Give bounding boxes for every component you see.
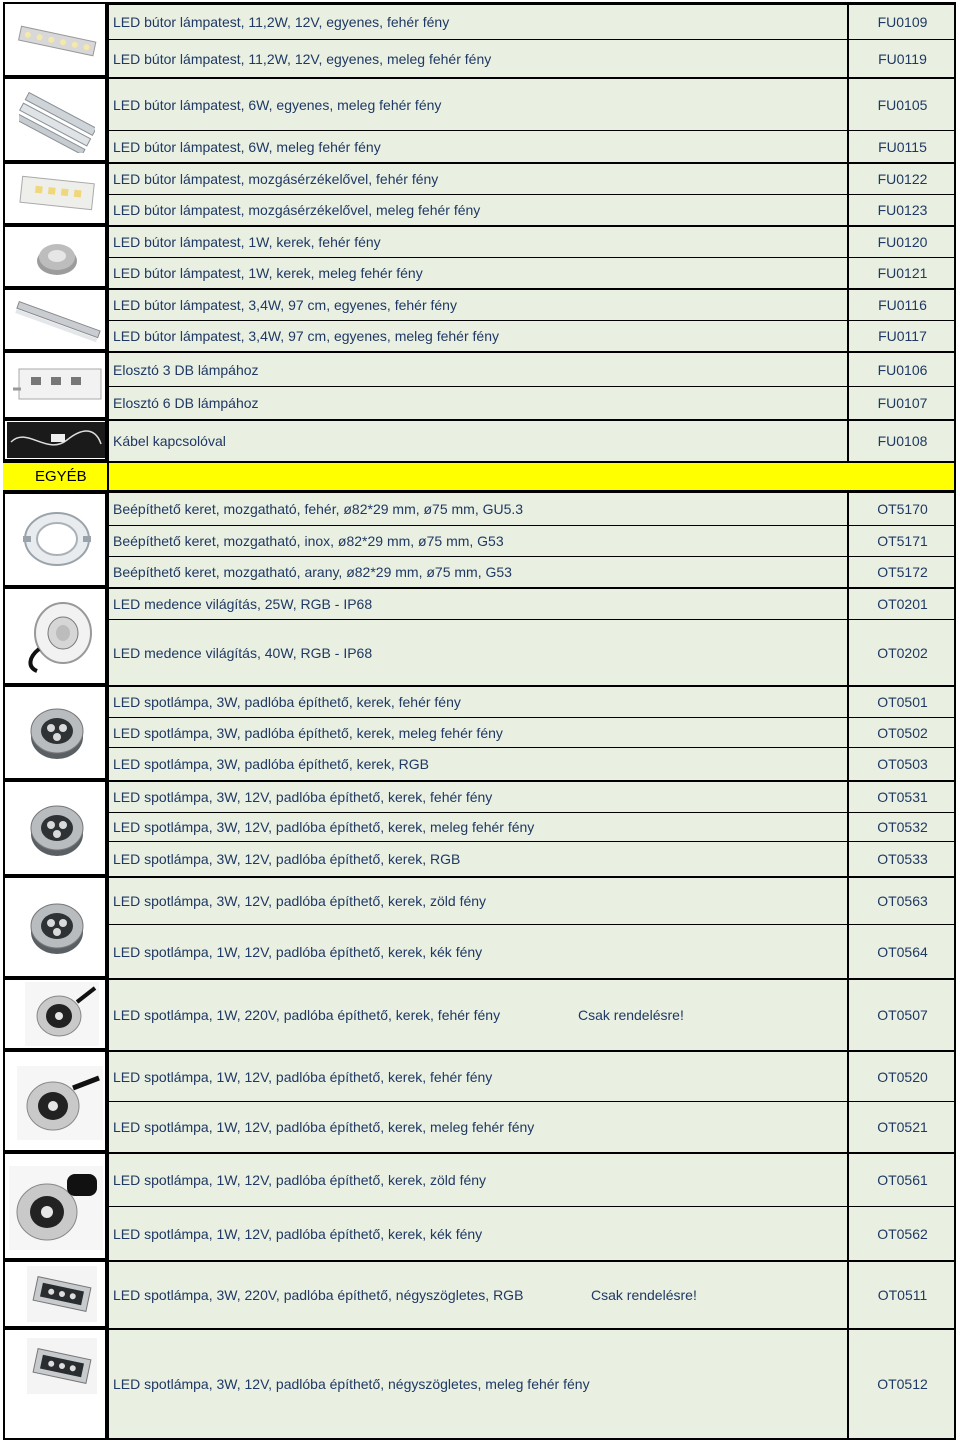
product-code: OT0201	[847, 589, 956, 619]
image-cell	[3, 162, 107, 225]
product-description: LED spotlámpa, 3W, 12V, padlóba építhető, kerek, RGB	[113, 851, 461, 867]
product-code: FU0107	[847, 387, 956, 419]
table-row	[109, 525, 956, 556]
floor-spot-1led-icon	[25, 982, 99, 1046]
table-row	[109, 288, 956, 320]
product-code: OT0512	[847, 1330, 956, 1438]
table-row	[109, 419, 956, 461]
distributor-box-icon	[11, 359, 103, 413]
image-cell	[3, 351, 107, 419]
product-code: OT0531	[847, 782, 956, 812]
table-row	[109, 587, 956, 619]
table-row	[109, 162, 956, 194]
rect-spot-icon	[27, 1338, 97, 1394]
led-panel-icon	[17, 172, 97, 216]
table-row	[109, 130, 956, 162]
led-bar-icon	[19, 89, 95, 153]
product-code: FU0108	[847, 421, 956, 461]
table-row	[109, 876, 956, 924]
table-row	[109, 225, 956, 257]
floor-spot-1led-icon	[9, 1166, 103, 1250]
product-code: OT0511	[847, 1262, 956, 1328]
floor-spot-3led-icon	[27, 896, 87, 958]
product-description: LED spotlámpa, 3W, padlóba építhető, kerek, meleg fehér fény	[113, 724, 503, 741]
image-cell	[3, 876, 107, 978]
product-code: OT5171	[847, 526, 956, 556]
product-code: FU0120	[847, 227, 956, 257]
switch-cable-icon	[7, 422, 105, 458]
product-code: FU0109	[847, 5, 956, 39]
product-description: LED bútor lámpatest, 6W, egyenes, meleg fehér fény	[113, 96, 442, 113]
table-row	[109, 1206, 956, 1260]
product-description: LED medence világítás, 25W, RGB - IP68	[113, 596, 373, 612]
table-row	[109, 1101, 956, 1152]
product-code: OT0532	[847, 813, 956, 841]
product-code: OT0520	[847, 1052, 956, 1101]
product-code: OT0563	[847, 878, 956, 924]
order-only-note: Csak rendelésre!	[578, 1007, 684, 1023]
image-cell	[3, 1050, 107, 1152]
floor-spot-3led-icon	[27, 798, 87, 860]
product-code: OT5172	[847, 557, 956, 587]
table-row	[109, 386, 956, 419]
table-row	[109, 257, 956, 288]
table-row	[109, 492, 956, 525]
table-row	[109, 717, 956, 747]
product-description: LED bútor lámpatest, 3,4W, 97 cm, egyenes, fehér fény	[113, 297, 457, 313]
product-description: LED spotlámpa, 1W, 12V, padlóba építhető, kerek, meleg fehér fény	[113, 1119, 535, 1135]
product-description: LED bútor lámpatest, 11,2W, 12V, egyenes, fehér fény	[113, 14, 450, 30]
floor-spot-1led-icon	[17, 1066, 103, 1140]
image-cell	[3, 225, 107, 288]
product-description: LED bútor lámpatest, mozgásérzékelővel, fehér fény	[113, 171, 439, 187]
product-description: LED spotlámpa, 1W, 12V, padlóba építhető, kerek, kék fény	[113, 943, 483, 960]
product-code: OT0562	[847, 1207, 956, 1260]
product-description: LED bútor lámpatest, 1W, kerek, fehér fény	[113, 234, 381, 250]
table-row	[109, 812, 956, 841]
table-row	[109, 39, 956, 77]
table-row	[109, 1260, 956, 1328]
product-description: LED spotlámpa, 3W, 12V, padlóba építhető, kerek, fehér fény	[113, 789, 493, 805]
product-code: FU0122	[847, 164, 956, 194]
long-led-bar-icon	[15, 296, 101, 346]
product-description: LED spotlámpa, 1W, 220V, padlóba építhető, kerek, fehér fény	[113, 1007, 501, 1023]
product-description: Elosztó 6 DB lámpához	[113, 395, 259, 411]
image-cell	[3, 1152, 107, 1260]
product-description: Elosztó 3 DB lámpához	[113, 361, 259, 378]
product-description: LED bútor lámpatest, 6W, meleg fehér fény	[113, 138, 381, 155]
product-code: OT0202	[847, 620, 956, 685]
table-row	[109, 619, 956, 685]
product-description: LED medence világítás, 40W, RGB - IP68	[113, 644, 373, 661]
table-row	[109, 780, 956, 812]
table-row	[109, 1328, 956, 1438]
product-description: LED spotlámpa, 3W, padlóba építhető, kerek, fehér fény	[113, 694, 461, 710]
product-code: FU0117	[847, 321, 956, 351]
image-cell	[3, 419, 107, 461]
product-code: FU0121	[847, 258, 956, 288]
product-description: LED spotlámpa, 1W, 12V, padlóba építhető, kerek, fehér fény	[113, 1068, 493, 1085]
product-code: OT0561	[847, 1154, 956, 1206]
table-row	[109, 685, 956, 717]
product-description: LED spotlámpa, 3W, 220V, padlóba építhető, négyszögletes, RGB	[113, 1287, 524, 1303]
floor-spot-3led-icon	[27, 701, 87, 763]
table-row	[109, 351, 956, 386]
image-cell	[3, 77, 107, 162]
product-code: OT5170	[847, 493, 956, 525]
table-row	[109, 1152, 956, 1206]
image-cell	[3, 587, 107, 685]
column-divider	[107, 2, 109, 1440]
product-code: OT0521	[847, 1102, 956, 1152]
image-cell	[3, 288, 107, 351]
product-code: OT0533	[847, 842, 956, 876]
product-description: LED bútor lámpatest, 11,2W, 12V, egyenes, meleg fehér fény	[113, 50, 492, 67]
image-cell	[3, 780, 107, 876]
pool-light-icon	[23, 599, 93, 675]
product-description: LED bútor lámpatest, 1W, kerek, meleg fehér fény	[113, 265, 423, 281]
table-row	[109, 4, 956, 39]
image-cell	[3, 492, 107, 587]
table-row	[109, 841, 956, 876]
led-strip-icon	[17, 22, 97, 62]
table-row	[109, 1050, 956, 1101]
product-code: FU0115	[847, 131, 956, 162]
product-code: FU0116	[847, 290, 956, 320]
table-row	[109, 556, 956, 587]
product-description: Beépíthető keret, mozgatható, inox, ø82*29 mm, ø75 mm, G53	[113, 533, 504, 549]
section-header	[3, 461, 956, 492]
product-description: LED bútor lámpatest, mozgásérzékelővel, meleg fehér fény	[113, 202, 481, 218]
product-description: LED spotlámpa, 3W, padlóba építhető, kerek, RGB	[113, 756, 429, 772]
image-cell	[3, 685, 107, 780]
product-description: LED spotlámpa, 3W, 12V, padlóba építhető, négyszögletes, meleg fehér fény	[113, 1376, 590, 1392]
product-description: LED spotlámpa, 3W, 12V, padlóba építhető, kerek, zöld fény	[113, 893, 487, 909]
table-row	[109, 77, 956, 130]
table-row	[109, 194, 956, 225]
section-title: EGYÉB	[35, 468, 87, 485]
product-description: LED bútor lámpatest, 3,4W, 97 cm, egyenes, meleg fehér fény	[113, 328, 499, 344]
table-row	[109, 924, 956, 978]
product-code: OT0502	[847, 718, 956, 747]
rect-spot-icon	[27, 1266, 97, 1322]
table-row	[109, 320, 956, 351]
image-cell	[3, 1328, 107, 1440]
table-row	[109, 747, 956, 780]
product-description: Kábel kapcsolóval	[113, 433, 226, 449]
order-only-note: Csak rendelésre!	[591, 1287, 697, 1303]
table-border-bottom	[3, 1438, 956, 1440]
product-code: OT0507	[847, 980, 956, 1050]
product-description: LED spotlámpa, 1W, 12V, padlóba építhető, kerek, zöld fény	[113, 1172, 487, 1188]
product-description: Beépíthető keret, mozgatható, arany, ø82*29 mm, ø75 mm, G53	[113, 564, 512, 580]
product-code: OT0564	[847, 925, 956, 978]
image-cell	[3, 2, 107, 77]
product-code: FU0123	[847, 195, 956, 225]
product-description: LED spotlámpa, 3W, 12V, padlóba építhető, kerek, meleg fehér fény	[113, 819, 535, 835]
table-row	[109, 978, 956, 1050]
recessed-frame-icon	[21, 506, 93, 572]
image-cell	[3, 1260, 107, 1328]
product-description: Beépíthető keret, mozgatható, fehér, ø82*29 mm, ø75 mm, GU5.3	[113, 501, 524, 517]
product-code: FU0119	[847, 40, 956, 77]
product-description: LED spotlámpa, 1W, 12V, padlóba építhető, kerek, kék fény	[113, 1225, 483, 1242]
product-code: FU0106	[847, 353, 956, 386]
round-led-icon	[35, 237, 79, 279]
image-cell	[3, 978, 107, 1050]
product-code: OT0501	[847, 687, 956, 717]
product-code: OT0503	[847, 748, 956, 780]
product-code: FU0105	[847, 79, 956, 130]
table-border-right	[954, 2, 956, 1440]
